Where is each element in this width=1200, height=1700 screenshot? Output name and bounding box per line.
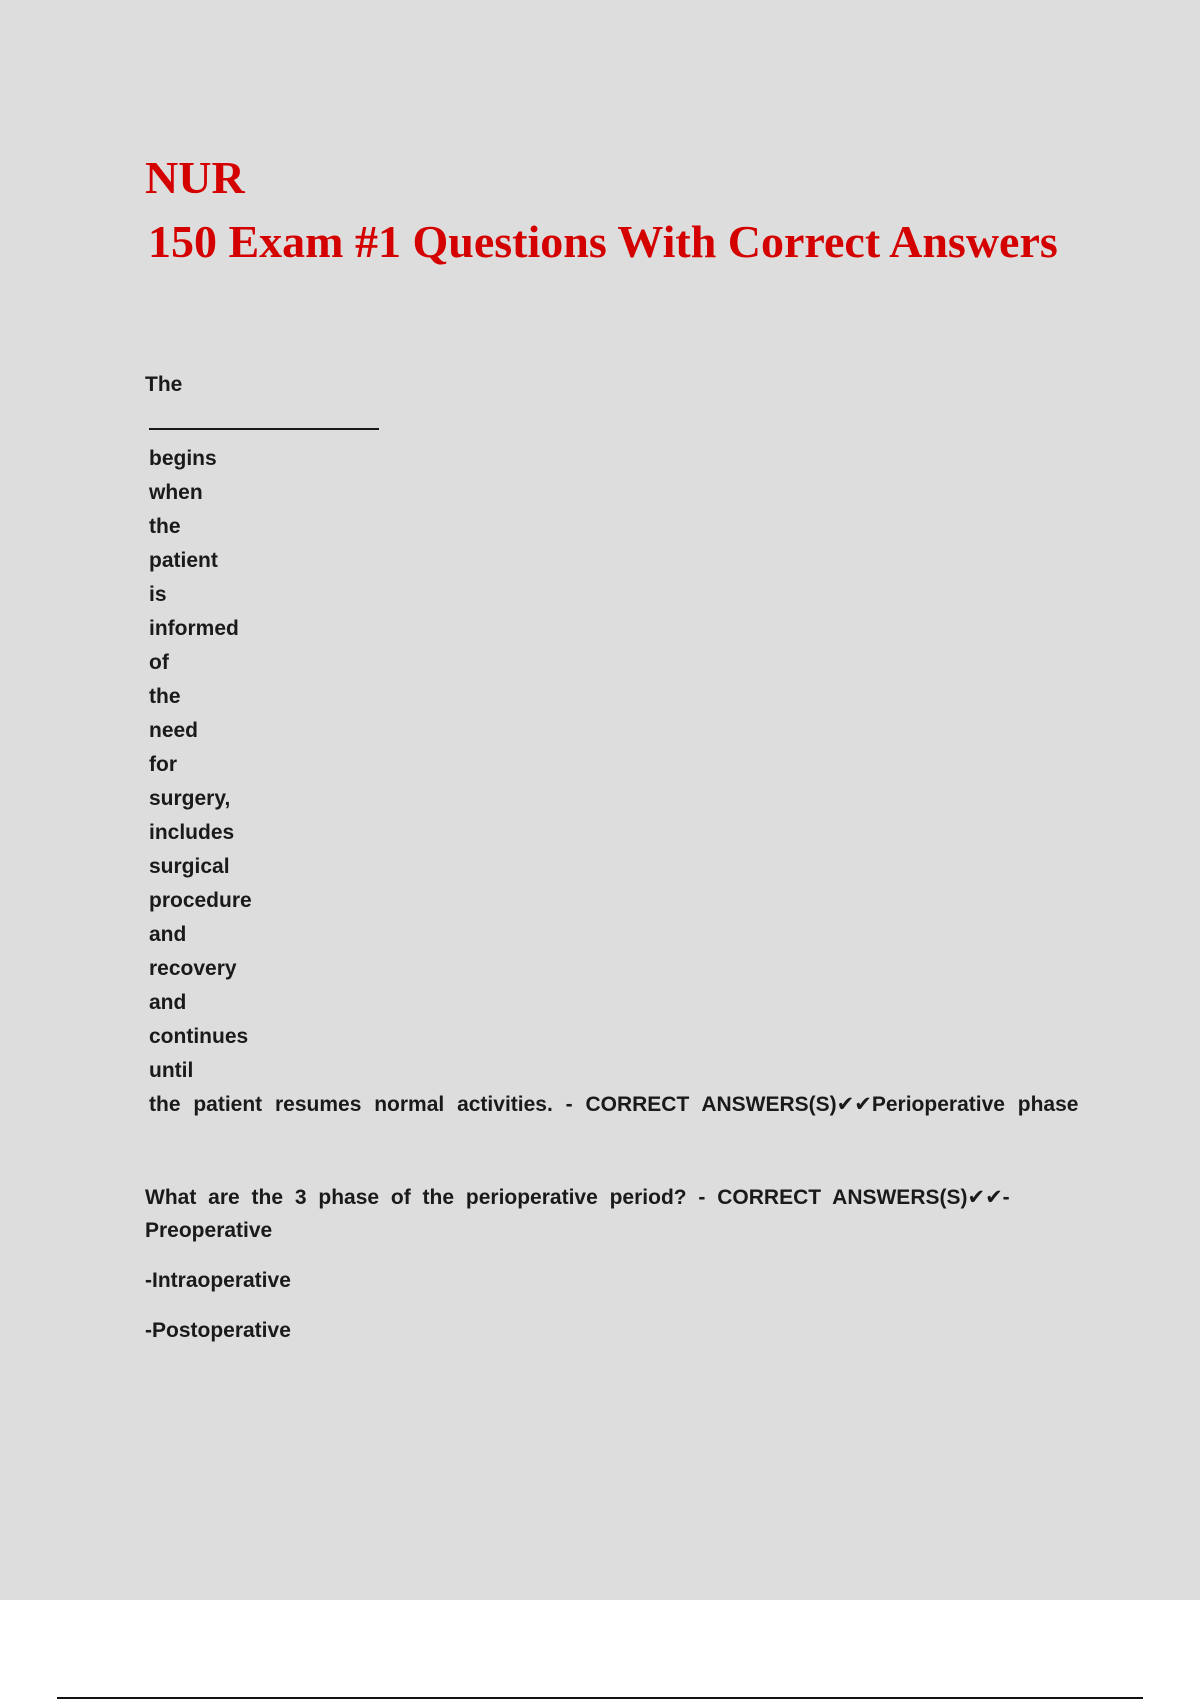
question-1-word: surgical: [149, 855, 230, 878]
question-1-word: is: [149, 583, 167, 606]
question-1-first-word: The: [145, 373, 183, 396]
question-1-word: of: [149, 651, 169, 674]
question-1-word: begins: [149, 447, 217, 470]
title-line-2: 150 Exam #1 Questions With Correct Answers: [148, 216, 1058, 267]
document-title: [145, 146, 1145, 274]
question-2: [145, 1181, 1025, 1347]
question-1-word: informed: [149, 617, 239, 640]
question-1-word: patient: [149, 549, 218, 572]
question-1-word: when: [149, 481, 203, 504]
question-1-word: includes: [149, 821, 235, 844]
question-2-answer-item: -Intraoperative: [145, 1269, 291, 1292]
question-1-answer-line: the patient resumes normal activities. - CORRECT ANSWERS(S)✔✔Perioperative phase: [149, 1093, 1079, 1116]
question-1-word: and: [149, 923, 187, 946]
footer-divider: [57, 1697, 1143, 1699]
question-1: [145, 368, 1079, 1122]
question-1-word: recovery: [149, 957, 237, 980]
question-1-word-column: [145, 402, 1079, 1122]
question-1-word: procedure: [149, 889, 252, 912]
question-2-answer-item: -Postoperative: [145, 1319, 291, 1342]
question-1-word: the: [149, 515, 181, 538]
question-1-word: need: [149, 719, 199, 742]
question-2-text: What are the 3 phase of the perioperative period? - CORRECT ANSWERS(S)✔✔- Preoperative: [145, 1186, 1010, 1242]
question-1-word: the: [149, 685, 181, 708]
title-line-1: NUR: [145, 152, 245, 203]
question-1-word: until: [149, 1059, 194, 1082]
fill-in-blank: [149, 402, 379, 430]
question-1-word: and: [149, 991, 187, 1014]
question-1-word: continues: [149, 1025, 249, 1048]
question-1-word: surgery,: [149, 787, 231, 810]
question-1-word: for: [149, 753, 177, 776]
